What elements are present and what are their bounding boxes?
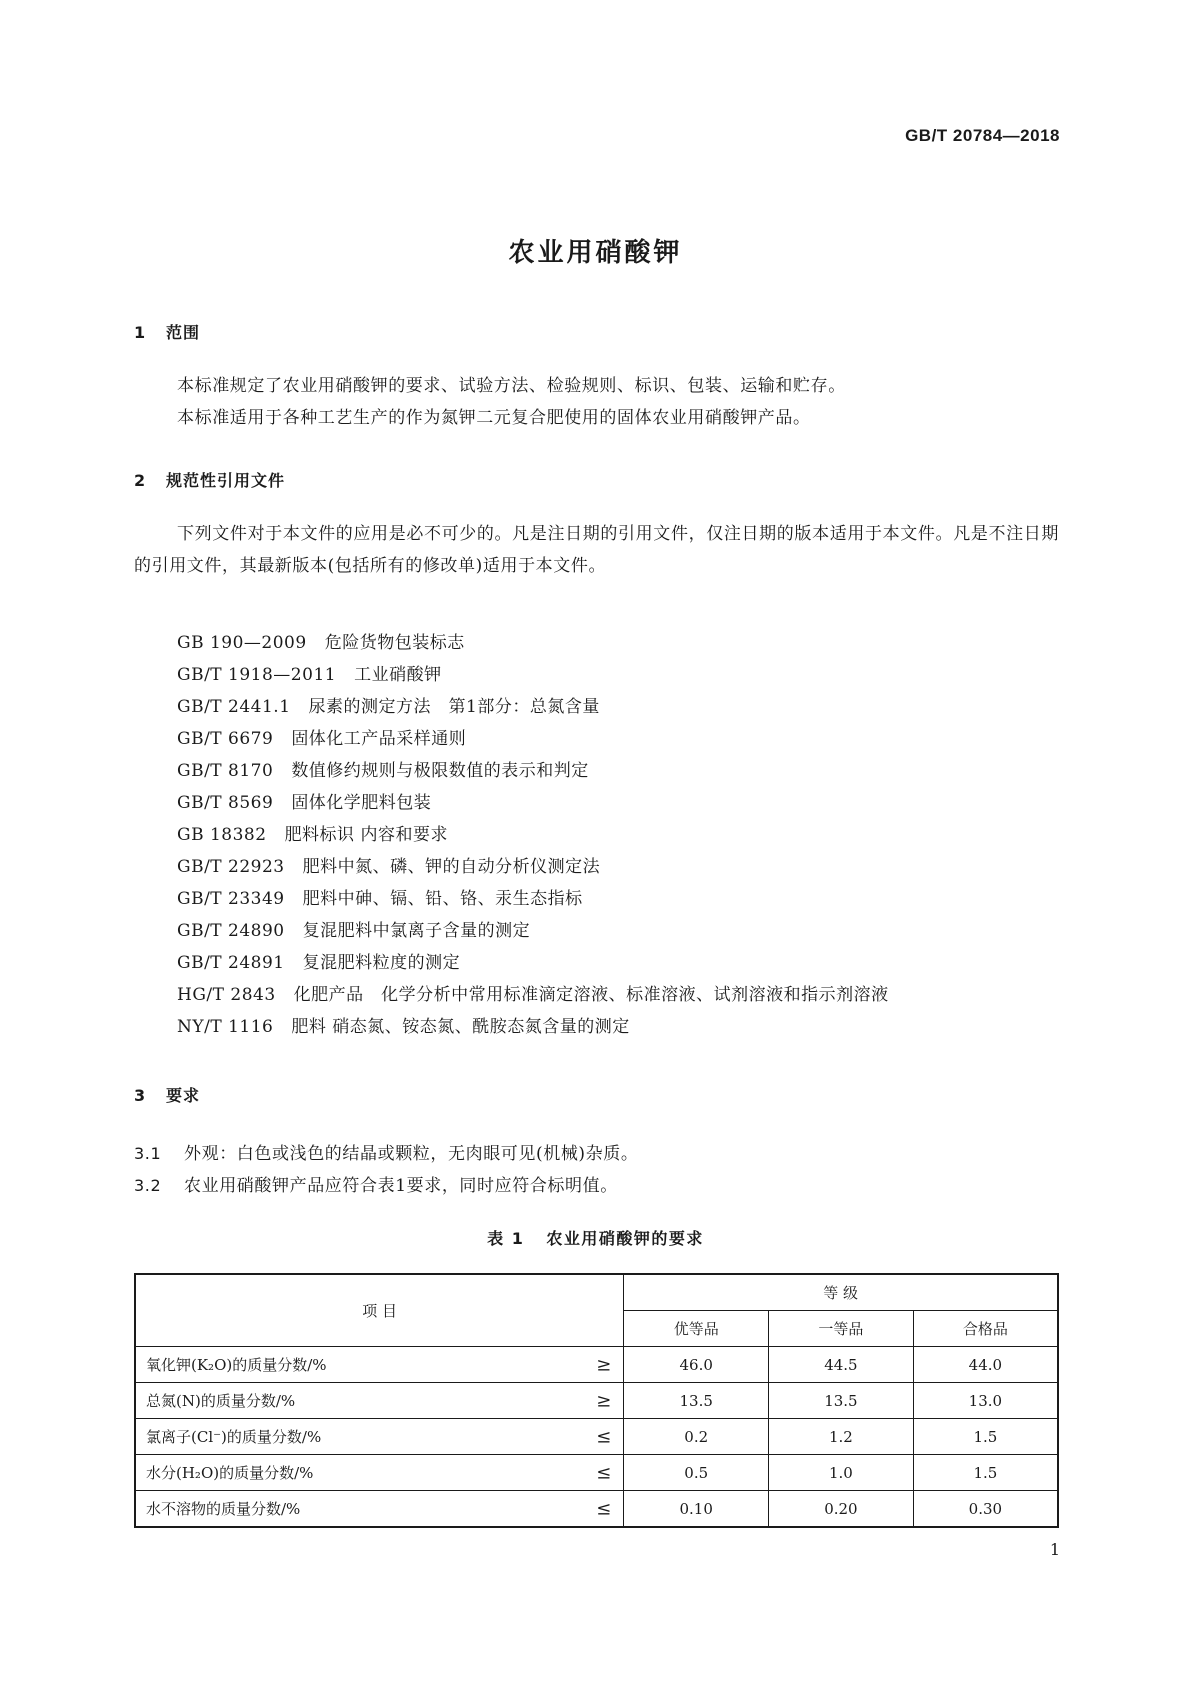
reference-code: GB/T 24891 [177, 953, 285, 973]
reference-item [177, 915, 889, 947]
clause-text: 外观：白色或浅色的结晶或颗粒，无肉眼可见(机械)杂质。 [184, 1144, 639, 1164]
reference-item [177, 947, 889, 979]
page-number: 1 [1049, 1540, 1060, 1559]
header-item: 项 目 [135, 1274, 624, 1347]
reference-title: 肥料 硝态氮、铵态氮、酰胺态氮含量的测定 [291, 1017, 630, 1037]
document-title: 农业用硝酸钾 [508, 238, 683, 268]
reference-code: GB/T 8569 [177, 793, 274, 813]
row-value-cell: 1.0 [769, 1455, 914, 1491]
section-1-heading [134, 320, 200, 343]
reference-item [177, 787, 889, 819]
scope-paragraph-1: 本标准规定了农业用硝酸钾的要求、试验方法、检验规则、标识、包装、运输和贮存。 [177, 376, 846, 396]
row-value-cell: 13.0 [913, 1383, 1058, 1419]
table-row [135, 1347, 1058, 1383]
row-item-cell [135, 1419, 624, 1455]
row-operator: ≤ [596, 1498, 612, 1519]
row-value-cell: 46.0 [624, 1347, 769, 1383]
scope-paragraph-2: 本标准适用于各种工艺生产的作为氮钾二元复合肥使用的固体农业用硝酸钾产品。 [177, 408, 811, 428]
section-2-title: 规范性引用文件 [166, 471, 286, 490]
section-1-title: 范围 [166, 323, 201, 342]
reference-title: 工业硝酸钾 [354, 665, 442, 685]
section-2-heading [134, 468, 285, 491]
table-row [135, 1419, 1058, 1455]
section-1-number: 1 [134, 323, 147, 342]
reference-code: GB/T 1918—2011 [177, 665, 337, 685]
row-value-cell: 0.30 [913, 1491, 1058, 1528]
clause-3-1 [134, 1138, 638, 1170]
row-value-cell: 44.0 [913, 1347, 1058, 1383]
row-item-label: 水不溶物的质量分数/% [146, 1500, 301, 1518]
reference-title: 复混肥料中氯离子含量的测定 [302, 921, 531, 941]
reference-title: 尿素的测定方法 第1部分：总氮含量 [308, 697, 600, 717]
table-header-row [135, 1274, 1058, 1311]
row-value-cell: 44.5 [769, 1347, 914, 1383]
row-item-label: 水分(H₂O)的质量分数/% [146, 1464, 314, 1482]
clause-number: 3.1 [134, 1144, 162, 1163]
reference-item [177, 755, 889, 787]
row-operator: ≤ [596, 1426, 612, 1447]
reference-title: 固体化工产品采样通则 [291, 729, 467, 749]
reference-title: 肥料中砷、镉、铅、铬、汞生态指标 [302, 889, 583, 909]
reference-item [177, 883, 889, 915]
requirements-table [134, 1273, 1059, 1528]
section-3-title: 要求 [166, 1086, 201, 1105]
reference-code: GB/T 24890 [177, 921, 285, 941]
row-item-cell [135, 1491, 624, 1528]
row-operator: ≤ [596, 1462, 612, 1483]
row-operator: ≥ [596, 1390, 612, 1411]
row-item-label: 总氮(N)的质量分数/% [146, 1392, 296, 1410]
reference-item [177, 979, 889, 1011]
reference-code: GB/T 22923 [177, 857, 285, 877]
row-item-cell [135, 1455, 624, 1491]
reference-item [177, 1011, 889, 1043]
reference-code: GB/T 2441.1 [177, 697, 291, 717]
clause-text: 农业用硝酸钾产品应符合表1要求，同时应符合标明值。 [184, 1176, 618, 1196]
reference-code: HG/T 2843 [177, 985, 276, 1005]
grade-header: 优等品 [624, 1311, 769, 1347]
table-row [135, 1383, 1058, 1419]
reference-code: NY/T 1116 [177, 1017, 274, 1037]
reference-item [177, 627, 889, 659]
reference-code: GB 18382 [177, 825, 267, 845]
row-value-cell: 1.2 [769, 1419, 914, 1455]
reference-title: 数值修约规则与极限数值的表示和判定 [291, 761, 589, 781]
row-item-cell [135, 1383, 624, 1419]
reference-code: GB/T 6679 [177, 729, 274, 749]
section-3-number: 3 [134, 1086, 147, 1105]
reference-code: GB/T 23349 [177, 889, 285, 909]
row-value-cell: 1.5 [913, 1455, 1058, 1491]
reference-code: GB 190—2009 [177, 633, 307, 653]
grade-header: 一等品 [769, 1311, 914, 1347]
table-title: 农业用硝酸钾的要求 [546, 1229, 704, 1248]
row-value-cell: 1.5 [913, 1419, 1058, 1455]
row-operator: ≥ [596, 1354, 612, 1375]
clause-3-2 [134, 1170, 618, 1202]
reference-code: GB/T 8170 [177, 761, 274, 781]
reference-title: 复混肥料粒度的测定 [302, 953, 461, 973]
reference-title: 化肥产品 化学分析中常用标准滴定溶液、标准溶液、试剂溶液和指示剂溶液 [293, 985, 889, 1005]
table-caption [0, 1226, 1191, 1249]
clause-number: 3.2 [134, 1176, 162, 1195]
reference-item [177, 723, 889, 755]
row-value-cell: 0.10 [624, 1491, 769, 1528]
table-number: 表 1 [487, 1229, 525, 1248]
grade-header: 合格品 [913, 1311, 1058, 1347]
row-item-label: 氯离子(Cl⁻)的质量分数/% [146, 1428, 322, 1446]
row-value-cell: 13.5 [624, 1383, 769, 1419]
table-row [135, 1491, 1058, 1528]
reference-title: 固体化学肥料包装 [291, 793, 432, 813]
reference-item [177, 659, 889, 691]
table-row [135, 1455, 1058, 1491]
section-2-number: 2 [134, 471, 147, 490]
header-grade: 等 级 [624, 1274, 1058, 1311]
row-item-cell [135, 1347, 624, 1383]
reference-item [177, 819, 889, 851]
references-intro: 下列文件对于本文件的应用是必不可少的。凡是注日期的引用文件，仅注日期的版本适用于本文件。凡是不注日期的引用文件，其最新版本(包括所有的修改单)适用于本文件。 [134, 524, 1059, 576]
reference-item [177, 851, 889, 883]
reference-title: 危险货物包装标志 [324, 633, 465, 653]
reference-item [177, 691, 889, 723]
row-value-cell: 0.20 [769, 1491, 914, 1528]
reference-title: 肥料标识 内容和要求 [284, 825, 448, 845]
row-value-cell: 0.2 [624, 1419, 769, 1455]
row-value-cell: 0.5 [624, 1455, 769, 1491]
reference-title: 肥料中氮、磷、钾的自动分析仪测定法 [302, 857, 601, 877]
row-value-cell: 13.5 [769, 1383, 914, 1419]
row-item-label: 氧化钾(K₂O)的质量分数/% [146, 1356, 327, 1374]
table-body [135, 1347, 1058, 1528]
section-3-heading [134, 1083, 200, 1106]
standard-code: GB/T 20784—2018 [905, 126, 1060, 145]
reference-list [177, 627, 889, 1043]
